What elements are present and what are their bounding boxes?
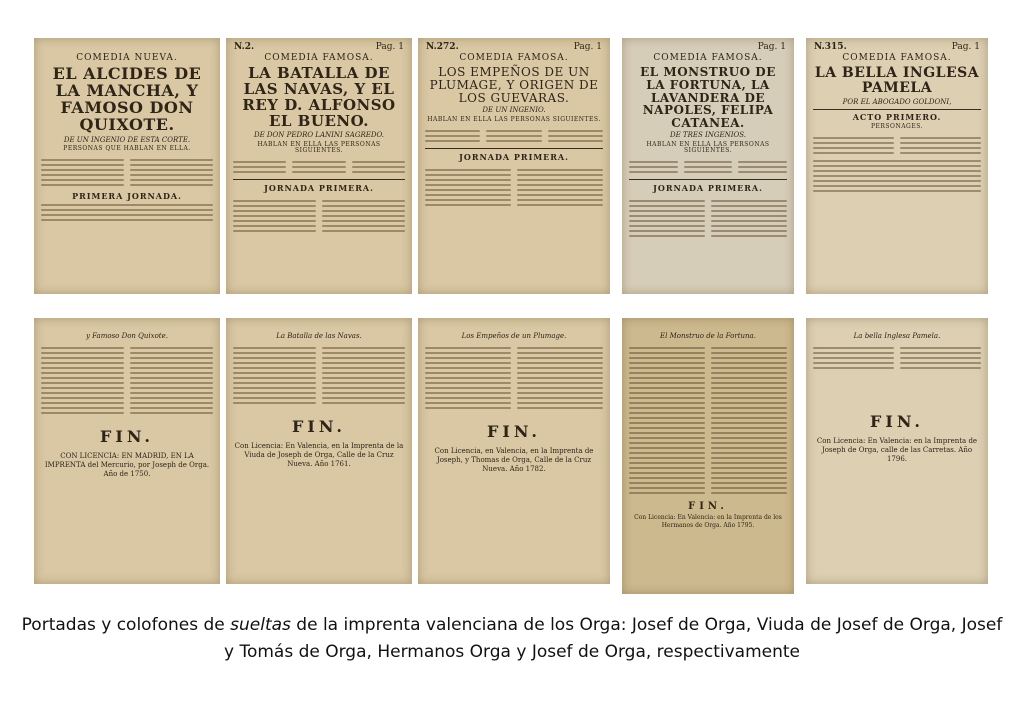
personas-heading: PERSONAGES. xyxy=(870,122,924,130)
text-body xyxy=(233,197,405,235)
personas-heading: PERSONAS QUE HABLAN EN ELLA. xyxy=(63,144,191,152)
jornada-heading: JORNADA PRIMERA. xyxy=(264,183,374,194)
personas-heading: HABLAN EN ELLA LAS PERSONAS SIGUIENTES. xyxy=(646,140,770,155)
page-pag: Pag. 1 xyxy=(573,42,602,52)
colophon-page-3 xyxy=(418,318,610,584)
comedia-label: COMEDIA FAMOSA. xyxy=(459,53,569,63)
caption-text-start: Portadas y colofones de xyxy=(21,615,231,635)
author-line: DE TRES INGENIOS. xyxy=(669,131,746,140)
running-head: y Famoso Don Quixote. xyxy=(85,332,168,340)
author-line: DE DON PEDRO LANINI SAGREDO. xyxy=(253,131,384,140)
fin-heading: FIN. xyxy=(688,501,728,512)
comedia-label: COMEDIA NUEVA. xyxy=(76,53,178,63)
comedia-label: COMEDIA FAMOSA. xyxy=(842,53,952,63)
jornada-heading: JORNADA PRIMERA. xyxy=(459,151,569,162)
cover-page-2 xyxy=(226,38,412,294)
author-line: DE UN INGENIO DE ESTA CORTE. xyxy=(63,135,191,144)
play-title: LA BELLA INGLESA PAMELA xyxy=(814,65,980,97)
cast-list xyxy=(813,134,981,157)
play-title: LA BATALLA DE LAS NAVAS, Y EL REY D. ALFONSO EL BUENO. xyxy=(242,64,396,130)
fin-heading: FIN. xyxy=(869,412,924,431)
text-body xyxy=(813,160,981,192)
page-number: N.272. xyxy=(426,42,459,52)
cover-page-3 xyxy=(418,38,610,294)
imprint-text: Con Licencia: En Valencia, en la Imprenta de la Viuda de Joseph de Orga, Calle de la Cruz Nueva. Año 1761. xyxy=(234,442,404,468)
text-body xyxy=(41,204,213,221)
text-body xyxy=(425,344,603,412)
cast-list xyxy=(233,158,405,176)
running-head: Los Empeños de un Plumage. xyxy=(461,332,567,340)
caption-emphasis: sueltas xyxy=(230,615,291,635)
page-pag: Pag. 1 xyxy=(757,42,786,52)
jornada-heading: PRIMERA JORNADA. xyxy=(72,191,182,202)
cover-page-1 xyxy=(34,38,220,294)
colophon-page-2 xyxy=(226,318,412,584)
page-number: N.315. xyxy=(814,42,847,52)
comedia-label: COMEDIA FAMOSA. xyxy=(264,53,374,63)
text-body xyxy=(41,344,213,417)
fin-heading: FIN. xyxy=(99,427,154,446)
author-line: POR EL ABOGADO GOLDONI, xyxy=(842,97,952,106)
play-title: LOS EMPEÑOS DE UN PLUMAGE, Y ORIGEN DE LOS GUEVARAS. xyxy=(429,65,599,105)
running-head: La Batalla de las Navas. xyxy=(276,332,362,340)
colophon-page-5 xyxy=(806,318,988,584)
page-pag: Pag. 1 xyxy=(951,42,980,52)
imprint-text: Con Licencia: En Valencia: en la Imprenta de los Hermanos de Orga. Año 1795. xyxy=(634,514,782,529)
figure-caption xyxy=(20,612,1004,666)
colophon-page-4 xyxy=(622,318,794,594)
cast-list xyxy=(41,156,213,189)
cover-page-4 xyxy=(622,38,794,294)
comedia-label: COMEDIA FAMOSA. xyxy=(653,53,763,63)
jornada-heading: JORNADA PRIMERA. xyxy=(653,183,763,194)
text-body xyxy=(233,344,405,407)
text-body xyxy=(425,166,603,209)
cast-list xyxy=(629,158,787,176)
text-body xyxy=(629,344,787,497)
text-body xyxy=(629,197,787,240)
page-pag: Pag. 1 xyxy=(375,42,404,52)
page-number: N.2. xyxy=(234,42,255,52)
play-title: EL ALCIDES DE LA MANCHA, Y FAMOSO DON QUIXOTE. xyxy=(52,64,202,134)
jornada-heading: ACTO PRIMERO. xyxy=(852,112,942,123)
cover-page-5 xyxy=(806,38,988,294)
running-head: El Monstruo de la Fortuna. xyxy=(660,332,756,340)
imprint-text: CON LICENCIA: EN MADRID, EN LA IMPRENTA del Mercurio, por Joseph de Orga. Año de 1750. xyxy=(44,452,210,478)
cast-list xyxy=(425,127,603,145)
imprint-text: Con Licencia, en Valencia, en la Imprenta de Joseph, y Thomas de Orga, Calle de la Cruz Nueva. Año 1782. xyxy=(434,447,594,473)
play-title: EL MONSTRUO DE LA FORTUNA, LA LAVANDERA DE NAPOLES, FELIPA CATANEA. xyxy=(640,65,776,130)
fin-heading: FIN. xyxy=(486,422,541,441)
author-line: DE UN INGENIO. xyxy=(482,106,546,115)
imprint-text: Con Licencia: En Valencia: en la Imprenta de Joseph de Orga, calle de las Carretas. Año 1796. xyxy=(816,437,978,463)
text-body xyxy=(813,344,981,372)
running-head: La bella Inglesa Pamela. xyxy=(853,332,941,340)
caption-text-end: de la imprenta valenciana de los Orga: Josef de Orga, Viuda de Josef de Orga, Josef y Tomás de Orga, Hermanos Orga y Josef de Orga, respectivamente xyxy=(223,615,1003,662)
personas-heading: HABLAN EN ELLA LAS PERSONAS SIGUIENTES. xyxy=(427,115,601,123)
fin-heading: FIN. xyxy=(291,417,346,436)
personas-heading: HABLAN EN ELLA LAS PERSONAS SIGUIENTES. xyxy=(257,140,381,155)
colophon-page-1 xyxy=(34,318,220,584)
